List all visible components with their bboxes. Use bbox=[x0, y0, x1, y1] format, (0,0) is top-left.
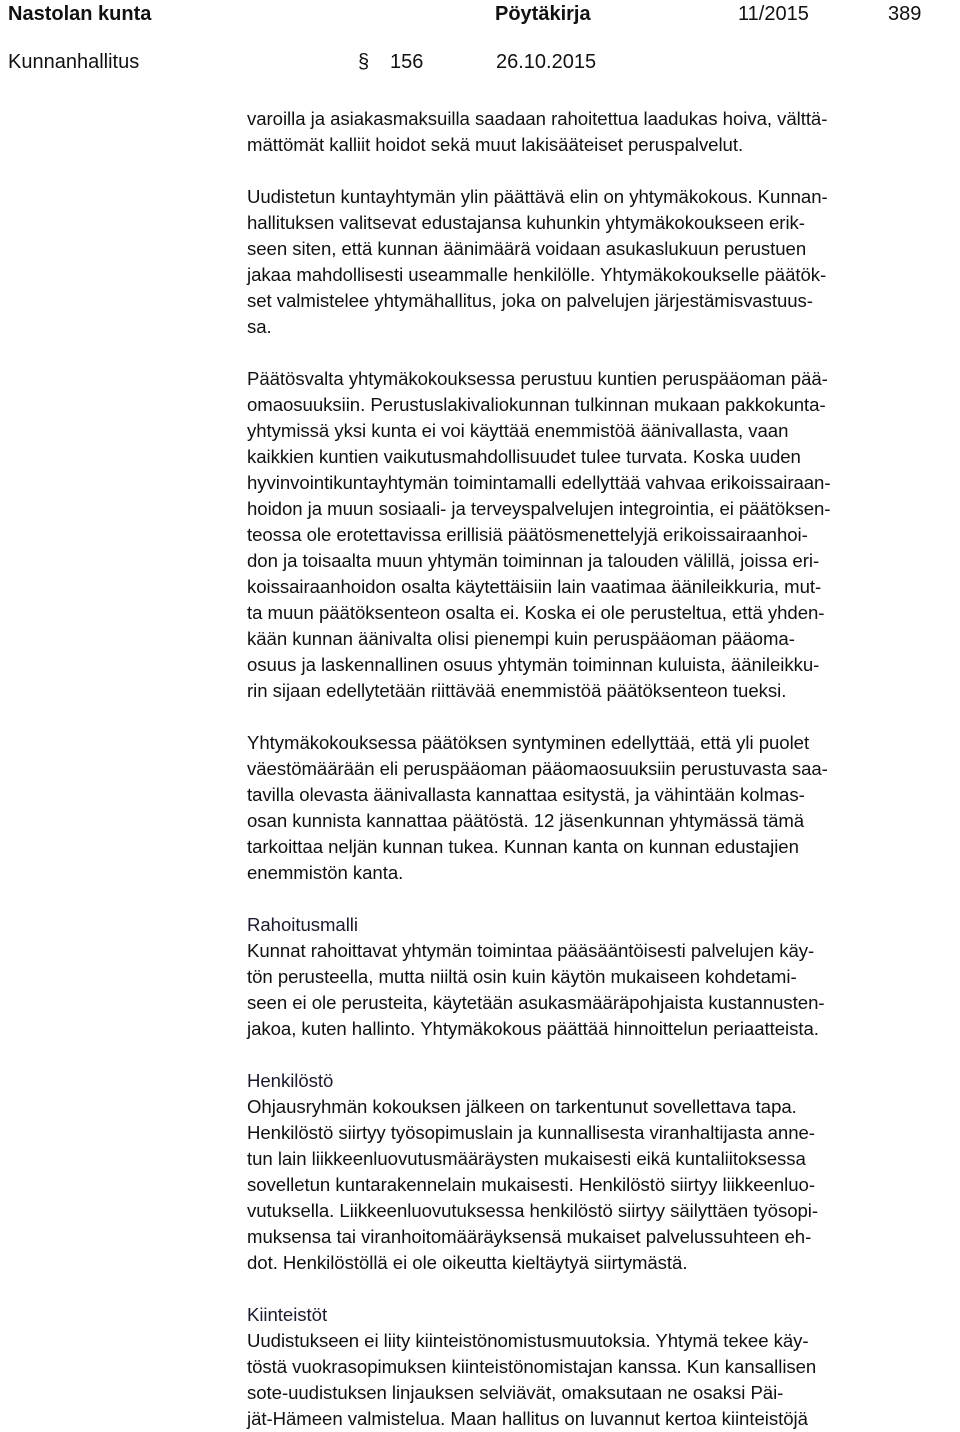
section-number: 156 bbox=[390, 51, 424, 73]
paragraph bbox=[247, 106, 953, 158]
text-line: Yhtymäkokouksessa päätöksen syntyminen edellyttää, että yli puolet bbox=[247, 732, 810, 753]
text-line: jät-Hämeen valmistelua. Maan hallitus on luvannut kertoa kiinteistöjä bbox=[247, 1408, 808, 1429]
meeting-date: 26.10.2015 bbox=[496, 51, 597, 73]
text-line: set valmistelee yhtymähallitus, joka on palvelujen järjestämisvastuus- bbox=[247, 290, 813, 311]
text-line: tön perusteella, mutta niiltä osin kuin käytön mukaiseen kohdetami- bbox=[247, 966, 797, 987]
paragraph bbox=[247, 366, 953, 704]
paragraph-gap bbox=[247, 886, 953, 912]
text-line: mättömät kalliit hoidot sekä muut lakisääteiset peruspalvelut. bbox=[247, 134, 744, 155]
text-line: hoidon ja muun sosiaali- ja terveyspalvelujen integrointia, ei päätöksen- bbox=[247, 498, 831, 519]
paragraph bbox=[247, 730, 953, 886]
text-line: osuus ja laskennallinen osuus yhtymän toiminnan kuluista, äänileikku- bbox=[247, 654, 820, 675]
governing-body: Kunnanhallitus bbox=[8, 51, 140, 73]
text-line: vutuksella. Liikkeenluovutuksessa henkilöstö siirtyy säilyttäen työsopi- bbox=[247, 1200, 819, 1221]
text-line: Uudistukseen ei liity kiinteistönomistusmuutoksia. Yhtymä tekee käy- bbox=[247, 1330, 809, 1351]
text-line: Kunnat rahoittavat yhtymän toimintaa pääsääntöisesti palvelujen käy- bbox=[247, 940, 815, 961]
text-line: varoilla ja asiakasmaksuilla saadaan rahoitettua laadukas hoiva, välttä- bbox=[247, 108, 828, 129]
text-line: Ohjausryhmän kokouksen jälkeen on tarkentunut sovellettava tapa. bbox=[247, 1096, 797, 1117]
section-heading: Henkilöstö bbox=[247, 1070, 334, 1091]
text-line: jakaa mahdollisesti useammalle henkilölle. Yhtymäkokoukselle päätök- bbox=[247, 264, 827, 285]
text-line: ta muun päätöksenteon osalta ei. Koska ei ole perusteltua, että yhden- bbox=[247, 602, 825, 623]
text-line: yhtymissä yksi kunta ei voi käyttää enemmistöä äänivallasta, vaan bbox=[247, 420, 789, 441]
text-line: sovelletun kuntarakennelain mukaisesti. Henkilöstö siirtyy liikkeenluo- bbox=[247, 1174, 815, 1195]
text-line: omaosuuksiin. Perustuslakivaliokunnan tulkinnan mukaan pakkokunta- bbox=[247, 394, 826, 415]
text-line: väestömäärään eli peruspääoman pääomaosuuksiin perustuvasta saa- bbox=[247, 758, 828, 779]
text-line: Uudistetun kuntayhtymän ylin päättävä elin on yhtymäkokous. Kunnan- bbox=[247, 186, 828, 207]
text-line: jakoa, kuten hallinto. Yhtymäkokous päättää hinnoittelun periaatteista. bbox=[247, 1018, 819, 1039]
text-line: sote-uudistuksen linjauksen selviävät, omaksutaan ne osaksi Päi- bbox=[247, 1382, 784, 1403]
text-line: koissairaanhoidon osalta käytettäisiin lain vaatimaa äänileikkuria, mut- bbox=[247, 576, 822, 597]
text-line: osan kunnista kannattaa päätöstä. 12 jäsenkunnan yhtymässä tämä bbox=[247, 810, 805, 831]
section-6 bbox=[247, 1302, 953, 1432]
section-heading: Kiinteistöt bbox=[247, 1304, 328, 1325]
text-line: kään kunnan äänivalta olisi pienempi kuin peruspääoman pääoma- bbox=[247, 628, 795, 649]
issue-number: 11/2015 bbox=[738, 3, 809, 25]
paragraph-gap bbox=[247, 1276, 953, 1302]
section-symbol: § bbox=[358, 51, 370, 73]
paragraph-gap bbox=[247, 158, 953, 184]
text-line: hyvinvointikuntayhtymän toimintamalli edellyttää vahvaa erikoissairaan- bbox=[247, 472, 831, 493]
text-line: enemmistön kanta. bbox=[247, 862, 404, 883]
text-line: muksensa tai viranhoitomääräyksensä mukaiset palvelussuhteen eh- bbox=[247, 1226, 812, 1247]
paragraph-gap bbox=[247, 704, 953, 730]
document-body bbox=[247, 106, 953, 1432]
document-type: Pöytäkirja bbox=[495, 3, 591, 25]
section-4 bbox=[247, 912, 953, 1042]
text-line: hallituksen valitsevat edustajansa kuhunkin yhtymäkokoukseen erik- bbox=[247, 212, 805, 233]
text-line: Henkilöstö siirtyy työsopimuslain ja kunnallisesta viranhaltijasta anne- bbox=[247, 1122, 815, 1143]
text-line: tarkoittaa neljän kunnan tukea. Kunnan kanta on kunnan edustajien bbox=[247, 836, 799, 857]
text-line: töstä vuokrasopimuksen kiinteistönomistajan kanssa. Kun kansallisen bbox=[247, 1356, 817, 1377]
text-line: don ja toisaalta muun yhtymän toiminnan ja talouden välillä, joissa eri- bbox=[247, 550, 820, 571]
text-line: Päätösvalta yhtymäkokouksessa perustuu kuntien peruspääoman pää- bbox=[247, 368, 828, 389]
text-line: dot. Henkilöstöllä ei ole oikeutta kieltäytyä siirtymästä. bbox=[247, 1252, 688, 1273]
text-line: rin sijaan edellytetään riittävää enemmistöä päätöksenteon tueksi. bbox=[247, 680, 787, 701]
paragraph-gap bbox=[247, 340, 953, 366]
text-line: tun lain liikkeenluovutusmääräysten mukaisesti eikä kuntaliitoksessa bbox=[247, 1148, 806, 1169]
text-line: kaikkien kuntien vaikutusmahdollisuudet tulee turvata. Koska uuden bbox=[247, 446, 801, 467]
text-line: sa. bbox=[247, 316, 272, 337]
section-heading: Rahoitusmalli bbox=[247, 914, 358, 935]
text-line: seen siten, että kunnan äänimäärä voidaan asukaslukuun perustuen bbox=[247, 238, 807, 259]
page-number: 389 bbox=[888, 3, 922, 25]
paragraph-gap bbox=[247, 1042, 953, 1068]
text-line: tavilla olevasta äänivallasta kannattaa esitystä, ja vähintään kolmas- bbox=[247, 784, 805, 805]
paragraph bbox=[247, 184, 953, 340]
municipality-name: Nastolan kunta bbox=[8, 3, 152, 25]
text-line: teossa ole erotettavissa erillisiä päätösmenettelyjä erikoissairaanhoi- bbox=[247, 524, 808, 545]
section-5 bbox=[247, 1068, 953, 1276]
text-line: seen ei ole perusteita, käytetään asukasmääräpohjaista kustannusten- bbox=[247, 992, 825, 1013]
